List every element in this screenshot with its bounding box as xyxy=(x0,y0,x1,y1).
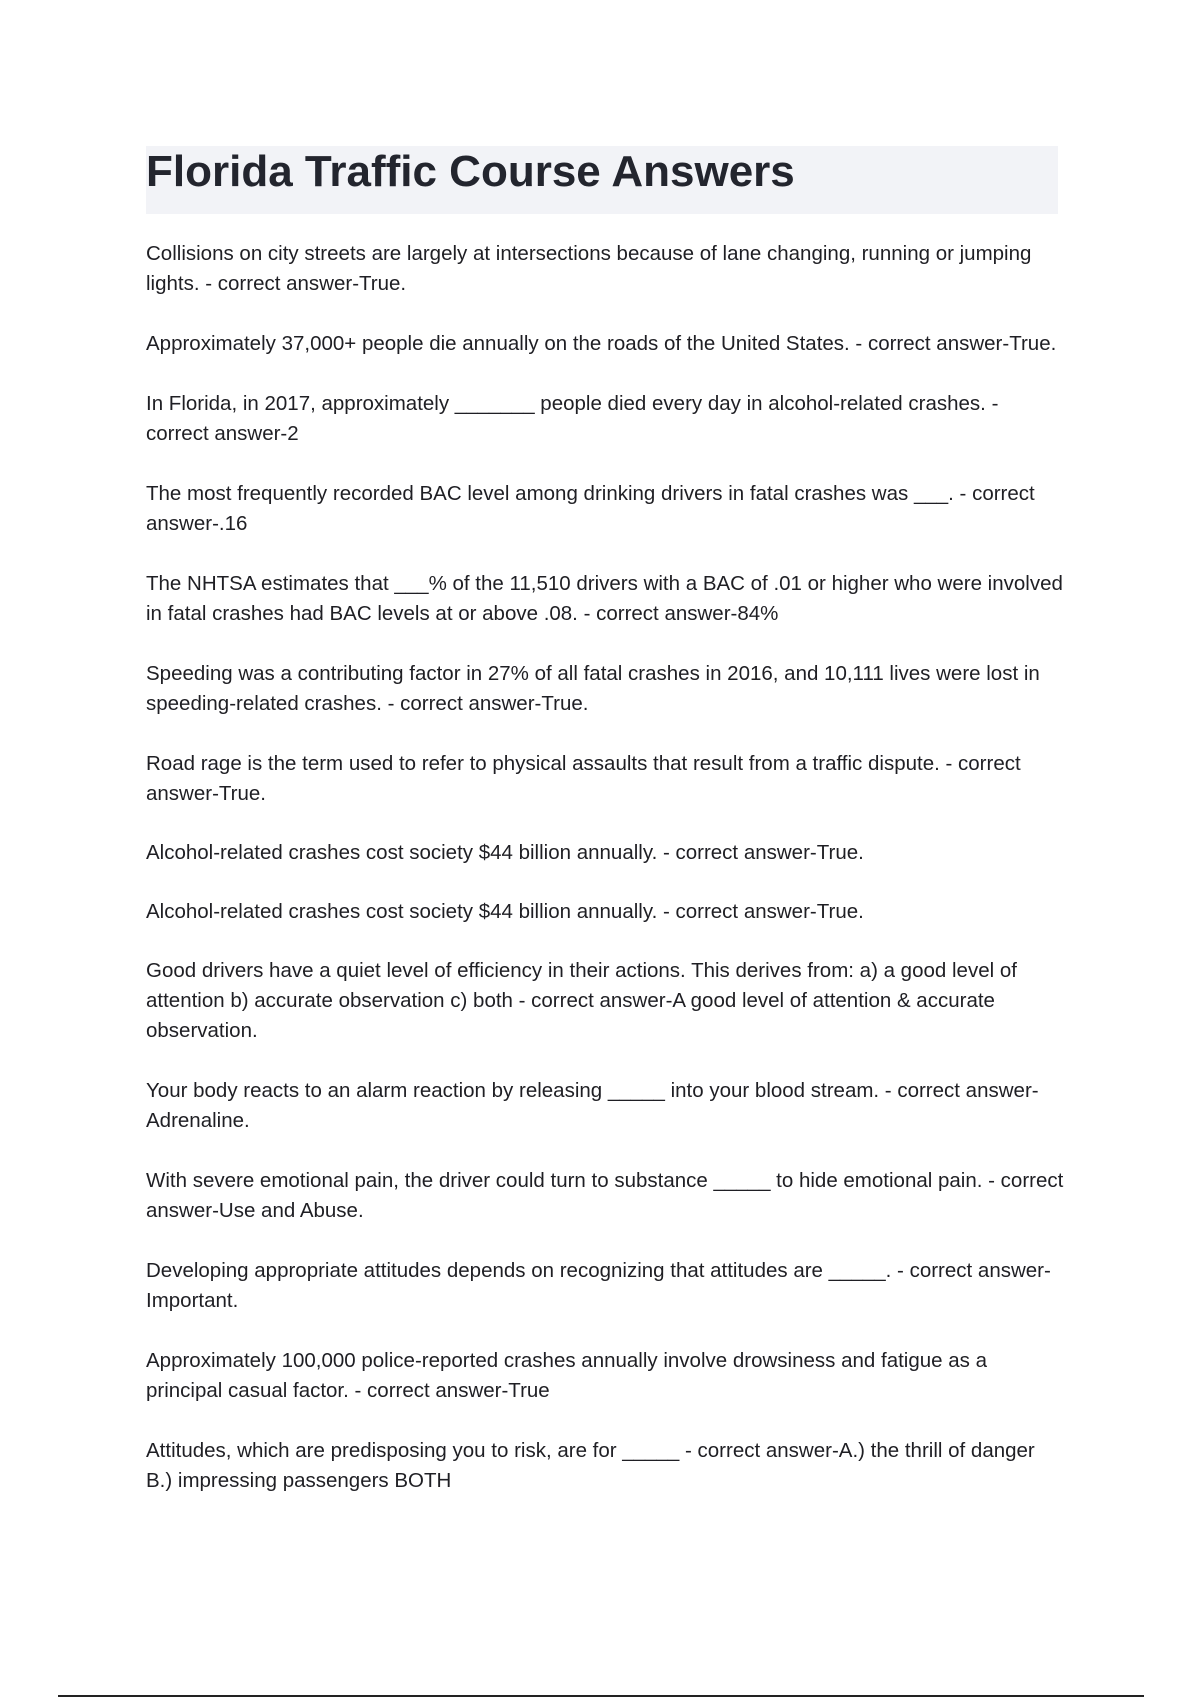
qa-item-9: Alcohol-related crashes cost society $44 billion annually. - correct answer-True. xyxy=(146,900,864,923)
qa-item-12: With severe emotional pain, the driver could turn to substance _____ to hide emotional pain. - correct answer-Use and Abuse. xyxy=(146,1169,1064,1222)
qa-item-13: Developing appropriate attitudes depends on recognizing that attitudes are _____. - correct answer-Important. xyxy=(146,1259,1051,1312)
qa-item-7: Road rage is the term used to refer to physical assaults that result from a traffic dispute. - correct answer-True. xyxy=(146,752,1021,805)
qa-item-3: In Florida, in 2017, approximately _______ people died every day in alcohol-related crashes. - correct answer-2 xyxy=(146,392,999,445)
footer-divider xyxy=(58,1695,1144,1697)
qa-item-4: The most frequently recorded BAC level among drinking drivers in fatal crashes was ___. - correct answer-.16 xyxy=(146,482,1035,535)
qa-item-5: The NHTSA estimates that ___% of the 11,510 drivers with a BAC of .01 or higher who were involved in fatal crashes had BAC levels at or above .08. - correct answer-84% xyxy=(146,572,1063,625)
page-title: Florida Traffic Course Answers xyxy=(146,147,795,196)
qa-item-6: Speeding was a contributing factor in 27% of all fatal crashes in 2016, and 10,111 lives were lost in speeding-related crashes. - correct answer-True. xyxy=(146,662,1040,715)
qa-item-1: Collisions on city streets are largely at intersections because of lane changing, running or jumping lights. - correct answer-True. xyxy=(146,242,1032,295)
qa-item-14: Approximately 100,000 police-reported crashes annually involve drowsiness and fatigue as a principal casual factor. - correct answer-True xyxy=(146,1349,987,1402)
qa-item-15: Attitudes, which are predisposing you to risk, are for _____ - correct answer-A.) the thrill of danger B.) impressing passengers BOTH xyxy=(146,1439,1035,1492)
qa-item-2: Approximately 37,000+ people die annually on the roads of the United States. - correct answer-True. xyxy=(146,332,1057,355)
qa-item-8: Alcohol-related crashes cost society $44 billion annually. - correct answer-True. xyxy=(146,841,864,864)
qa-item-11: Your body reacts to an alarm reaction by releasing _____ into your blood stream. - correct answer-Adrenaline. xyxy=(146,1079,1039,1132)
qa-list xyxy=(146,239,1066,1526)
qa-item-10: Good drivers have a quiet level of efficiency in their actions. This derives from: a) a good level of attention b) accurate observation c) both - correct answer-A good level of attention & accurate observation. xyxy=(146,959,1017,1042)
